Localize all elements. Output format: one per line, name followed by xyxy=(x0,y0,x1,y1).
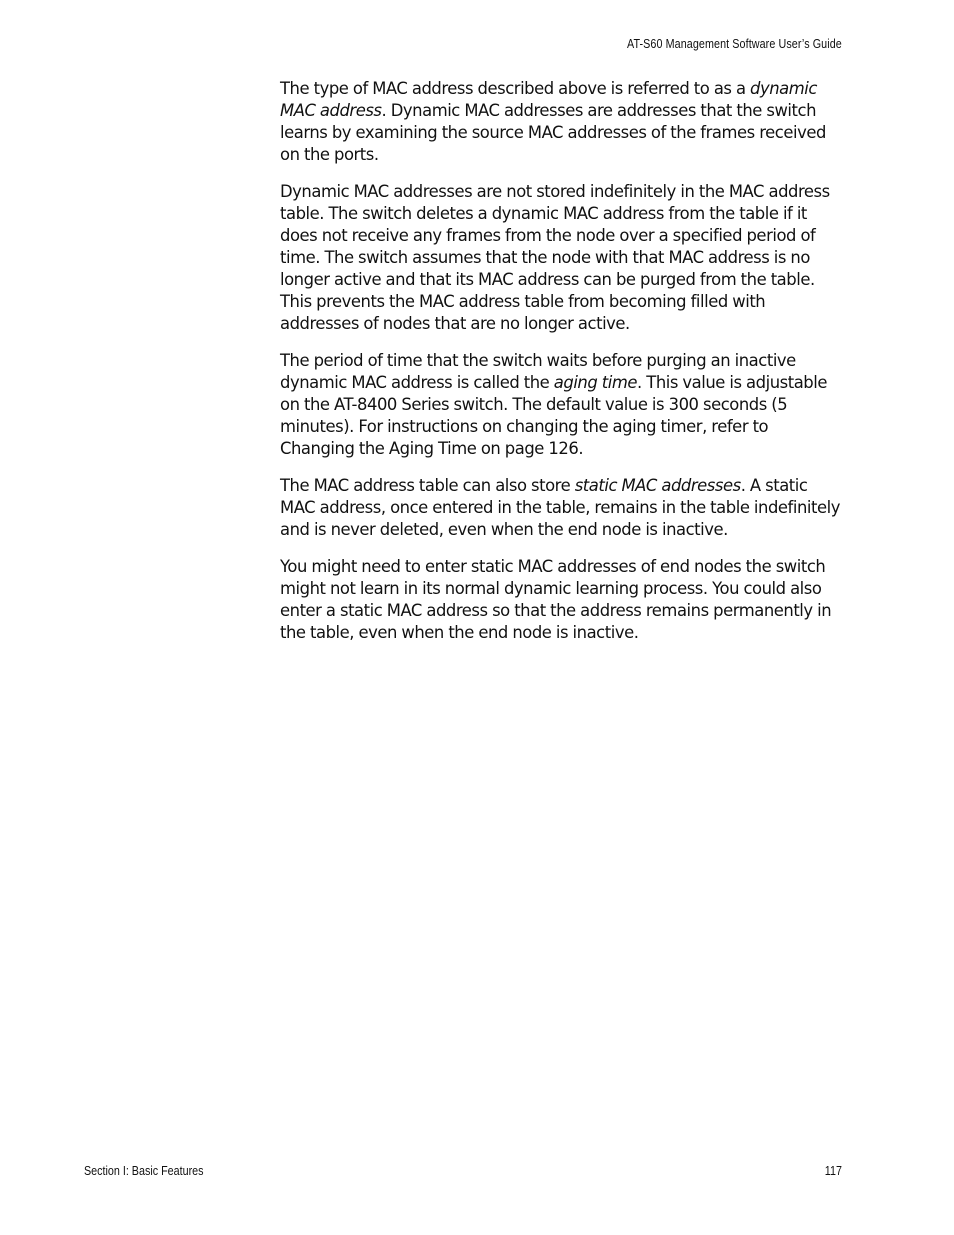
p2-text-1: Dynamic MAC addresses are not stored indefinitely in the MAC address table. The switch deletes a dynamic MAC address from the table if it does not receive any frames from the node over a specified period of time. The switch assumes that the node with that MAC address is no longer active and that its MAC address can be purged from the table. This prevents the MAC address table from becoming filled with addresses of nodes that are no longer active. xyxy=(280,182,830,333)
p4-text-1: The MAC address table can also store xyxy=(280,476,575,495)
p3-text-1: The period of time that the switch waits before purging an inactive dynamic MAC address is called the xyxy=(280,351,796,392)
running-header: AT-S60 Management Software User’s Guide xyxy=(627,37,842,51)
body-text xyxy=(280,78,846,659)
p3-text-2: . This value is adjustable on the AT-8400 Series switch. The default value is 300 seconds (5 minutes). For instructions on changing the aging timer, refer to Changing the Aging Time on page 126. xyxy=(280,373,827,458)
paragraph-dynamic-mac xyxy=(280,78,846,166)
p5-text-1: You might need to enter static MAC addresses of end nodes the switch might not learn in its normal dynamic learning process. You could also enter a static MAC address so that the address remains permanently in the table, even when the end node is inactive. xyxy=(280,557,832,642)
p1-text-1: The type of MAC address described above is referred to as a xyxy=(280,79,751,98)
term-dynamic-mac-address: dynamic MAC address xyxy=(280,79,817,120)
paragraph-not-stored-indefinitely xyxy=(280,181,846,335)
paragraph-enter-static-mac xyxy=(280,556,846,644)
term-aging-time: aging time xyxy=(553,373,638,392)
footer-section-title: Section I: Basic Features xyxy=(84,1164,204,1178)
term-static-mac-addresses: static MAC addresses xyxy=(574,476,741,495)
p1-text-2: . Dynamic MAC addresses are addresses that the switch learns by examining the source MAC addresses of the frames received on the ports. xyxy=(280,101,826,164)
paragraph-aging-time xyxy=(280,350,846,460)
p4-text-2: . A static MAC address, once entered in the table, remains in the table indefinitely and is never deleted, even when the end node is inactive. xyxy=(280,476,840,539)
paragraph-static-mac xyxy=(280,475,846,541)
footer-page-number: 117 xyxy=(824,1164,842,1178)
